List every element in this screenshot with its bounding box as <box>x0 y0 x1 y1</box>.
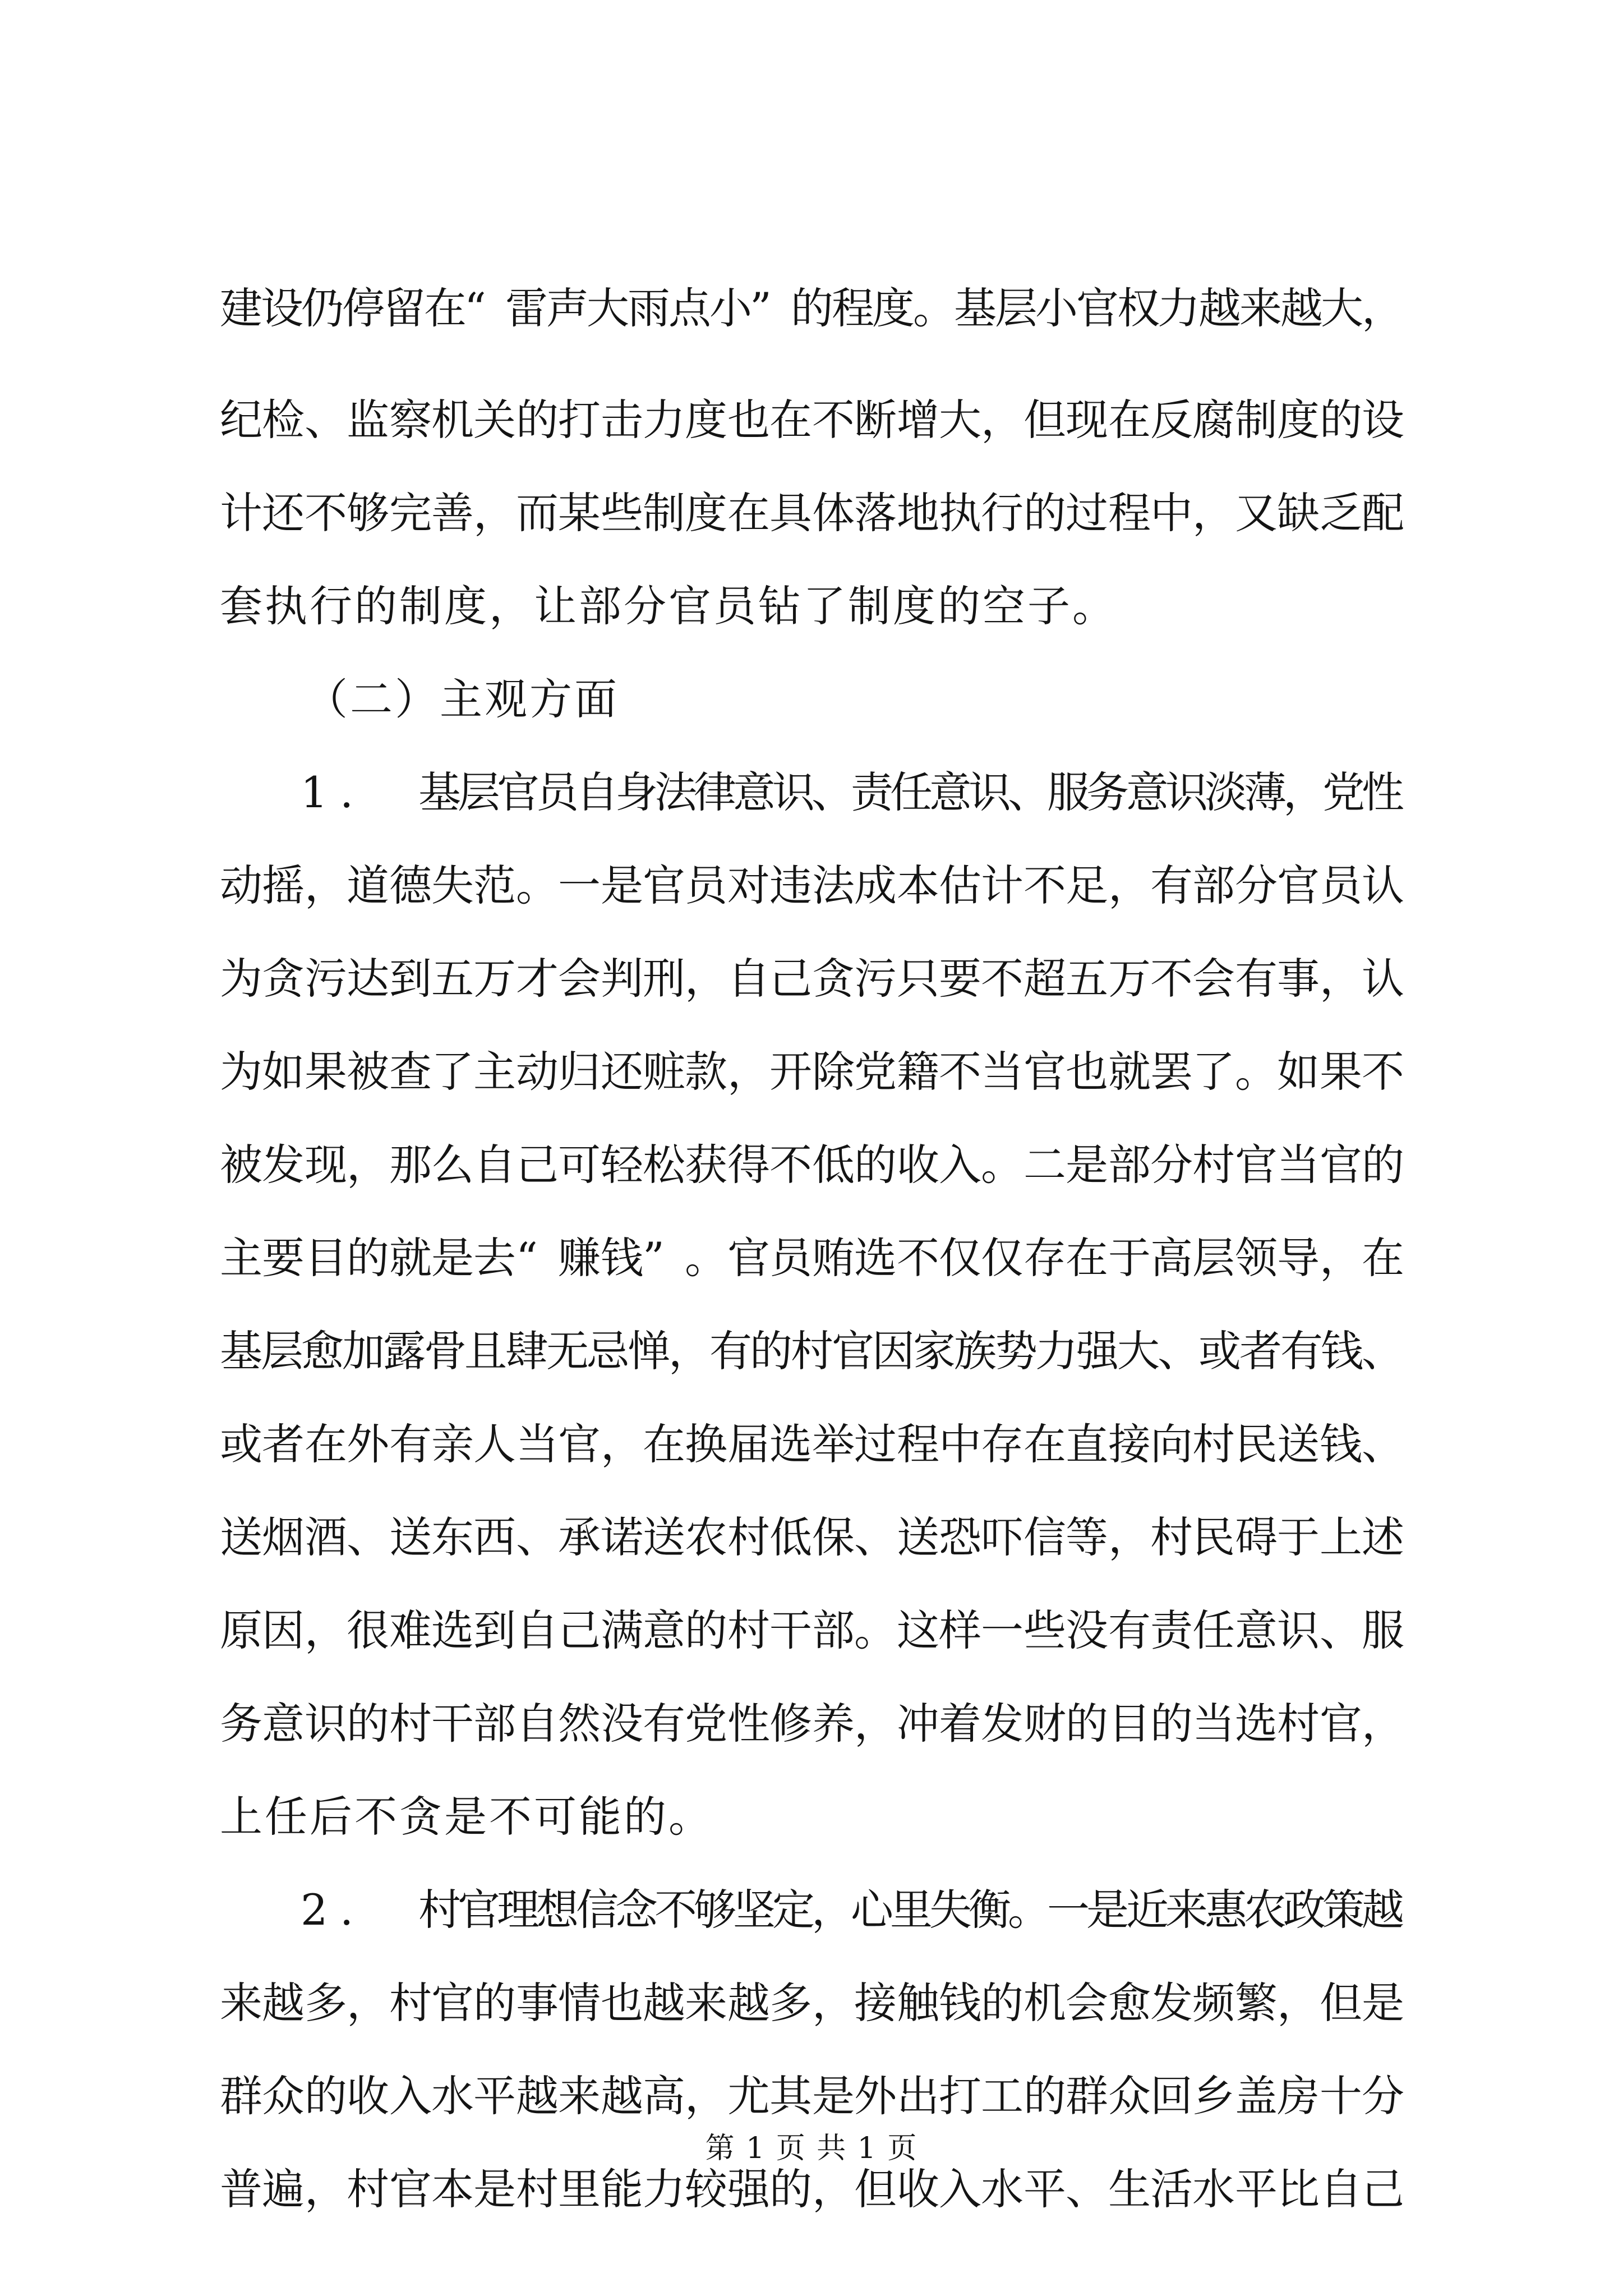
text-line: 群 众 的 收 入 水 平 越 来 越 高 ， 尤 其 是 外 出 打 工 的 群 众 回 乡 盖 房 十 分 <box>220 2071 1404 2121</box>
text-line <box>0 567 1623 646</box>
text-line: 计 还 不 够 完 善 ， 而 某 些 制 度 在 具 体 落 地 执 行 的 过 程 中 ， 又 缺 乏 配 <box>220 488 1404 538</box>
text-line <box>0 1778 1623 1856</box>
text-line: 来 越 多 ， 村 官 的 事 情 也 越 来 越 多 ， 接 触 钱 的 机 会 愈 发 频 繁 ， 但 是 <box>220 1978 1404 2028</box>
text-line: 2 . 村 官 理 想 信 念 不 够 坚 定 ， 心 里 失 衡 。 一 是 近 来 惠 农 政 策 越 <box>301 1885 1404 1935</box>
text-line: 原 因 ， 很 难 选 到 自 己 满 意 的 村 干 部 。 这 样 一 些 没 有 责 任 意 识 、 服 <box>220 1605 1404 1655</box>
text-line: 或 者 在 外 有 亲 人 当 官 ， 在 换 届 选 举 过 程 中 存 在 直 接 向 村 民 送 钱 、 <box>220 1419 1404 1469</box>
line-text: 上任后不贪是不可能的。 <box>220 1792 713 1842</box>
page-footer: 第 1 页 共 1 页 <box>705 2132 918 2165</box>
text-line: 普 遍 ， 村 官 本 是 村 里 能 力 较 强 的 ， 但 收 入 水 平 、 生 活 水 平 比 自 己 <box>220 2164 1404 2214</box>
section-heading-text: （二）主观方面 <box>305 674 619 724</box>
text-line: 被 发 现 ， 那 么 自 己 可 轻 松 获 得 不 低 的 收 入 。 二 是 部 分 村 官 当 官 的 <box>220 1140 1404 1190</box>
text-line: 为 贪 污 达 到 五 万 才 会 判 刑 ， 自 己 贪 污 只 要 不 超 五 万 不 会 有 事 ， 认 <box>220 954 1404 1004</box>
text-line: 基 层 愈 加 露 骨 且 肆 无 忌 惮 ， 有 的 村 官 因 家 族 势 力 强 大 、 或 者 有 钱 、 <box>220 1326 1404 1376</box>
text-line: 为 如 果 被 查 了 主 动 归 还 赃 款 ， 开 除 党 籍 不 当 官 也 就 罢 了 。 如 果 不 <box>220 1047 1404 1097</box>
text-line: 务 意 识 的 村 干 部 自 然 没 有 党 性 修 养 ， 冲 着 发 财 的 目 的 当 选 村 官 ， <box>220 1699 1404 1749</box>
text-line: 主 要 目 的 就 是 去 “ 赚 钱 ” 。 官 员 贿 选 不 仅 仅 存 在 于 高 层 领 导 ， 在 <box>220 1233 1404 1283</box>
text-line: 1 . 基 层 官 员 自 身 法 律 意 识 、 责 任 意 识 、 服 务 意 识 淡 薄 ， 党 性 <box>301 767 1404 817</box>
text-line: 纪 检 、 监 察 机 关 的 打 击 力 度 也 在 不 断 增 大 ， 但 现 在 反 腐 制 度 的 设 <box>220 395 1404 445</box>
text-line: 送 烟 酒 、 送 东 西 、 承 诺 送 农 村 低 保 、 送 恐 吓 信 等 ， 村 民 碍 于 上 述 <box>220 1512 1404 1562</box>
line-text: 套执行的制度，让部分官员钻了制度的空子。 <box>220 581 1117 631</box>
text-line: 建 设 仍 停 留 在 “ 雷 声 大 雨 点 小 ” 的 程 度 。 基 层 小 官 权 力 越 来 越 大 ， <box>220 283 1404 333</box>
text-line: 动 摇 ， 道 德 失 范 。 一 是 官 员 对 违 法 成 本 估 计 不 足 ， 有 部 分 官 员 认 <box>220 861 1404 910</box>
section-heading <box>0 660 1623 739</box>
